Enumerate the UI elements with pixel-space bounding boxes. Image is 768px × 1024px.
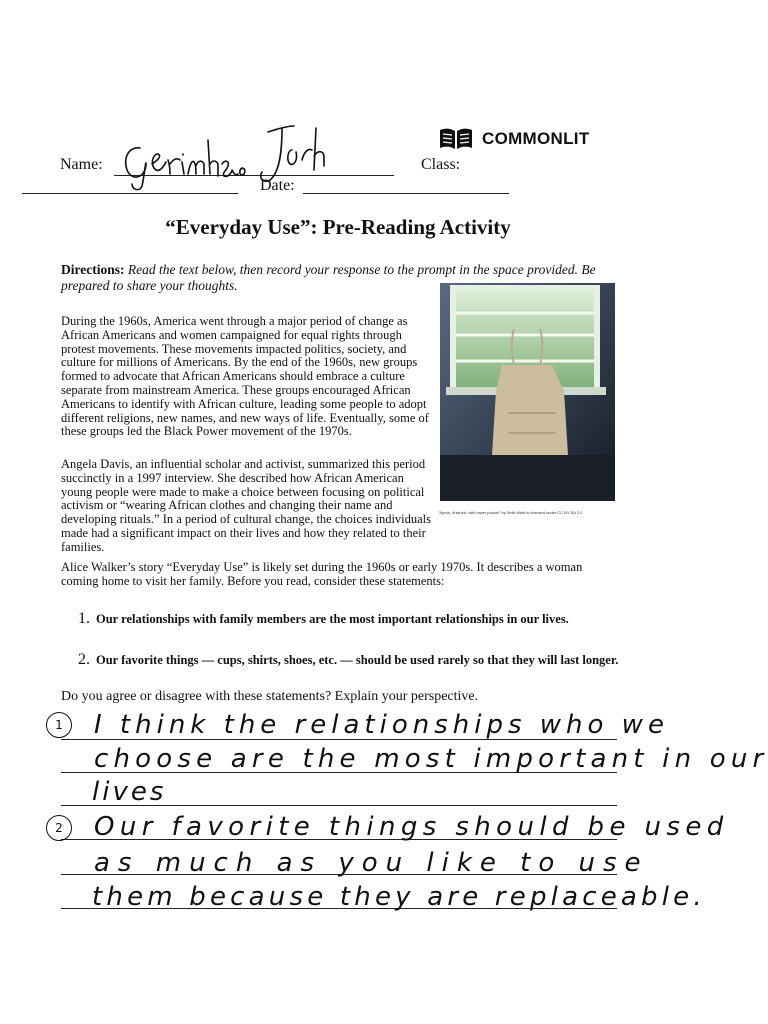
open-book-icon [438,127,474,151]
class-line[interactable] [22,193,238,194]
statement-number: 1. [78,610,90,627]
image-caption: "Apron, finished, with lower pocket" by Seth Waid is licensed under CC BY-SA 2.0 [438,510,583,515]
statement-2 [78,651,618,669]
handwritten-line: Our favorite things should be used [94,812,729,842]
answer-marker-1: 1 [46,712,72,738]
statement-text: Our favorite things — cups, shirts, shoes, etc. — should be used rarely so that they will last longer. [96,653,619,667]
date-line[interactable] [303,193,509,194]
handwritten-name [118,120,338,190]
statement-number: 2. [78,651,90,668]
apron-photo [440,283,615,501]
handwritten-line: I think the relationships who we [94,710,669,740]
paragraph-3: Alice Walker’s story “Everyday Use” is likely set during the 1960s or early 1970s. It describes a woman coming home to visit her family. Before you read, consider these statements: [61,560,583,588]
date-label: Date: [260,177,295,194]
class-label: Class: [421,156,461,173]
logo-text: COMMONLIT [482,129,590,148]
handwritten-line: lives [92,777,167,807]
statement-1 [78,610,569,628]
handwritten-line: choose are the most important in our [94,744,768,774]
statement-text: Our relationships with family members are the most important relationships in our lives. [96,612,569,626]
paragraph-1: During the 1960s, America went through a major period of change as African Americans and women campaigned for equal rights through protest movements. These movements impacted politics, society, and culture for millions of Americans. By the end of the 1960s, new groups formed to advocate that African Americans should embrace a culture separate from mainstream America. These groups encouraged African Americans to identify with African culture, leading some people to adopt different religions, new names, and new ways of life. Eventually, some of these groups led the Black Power movement of the 1970s. [61,314,429,439]
prompt: Do you agree or disagree with these statements? Explain your perspective. [61,689,479,704]
paragraph-2: Angela Davis, an influential scholar and activist, summarized this period succinctly in a 1997 interview. She described how African American young people were made to make a choice between focusing on political activism or “wearing African clothes and changing their name and developing rituals.” In a period of cultural change, the choices individuals made had a significant impact on their lives and how they related to their families. [61,457,432,554]
directions-text: Read the text below, then record your response to the prompt in the space provided. Be prepared to share your thoughts. [61,262,596,293]
handwritten-line: as much as you like to use [94,848,649,878]
page-title: “Everyday Use”: Pre-Reading Activity [165,215,511,239]
name-label: Name: [60,156,103,173]
answer-marker-2: 2 [46,815,72,841]
directions-label: Directions: [61,262,125,277]
handwritten-line: them because they are replaceable. [92,882,706,912]
commonlit-logo [438,126,590,152]
